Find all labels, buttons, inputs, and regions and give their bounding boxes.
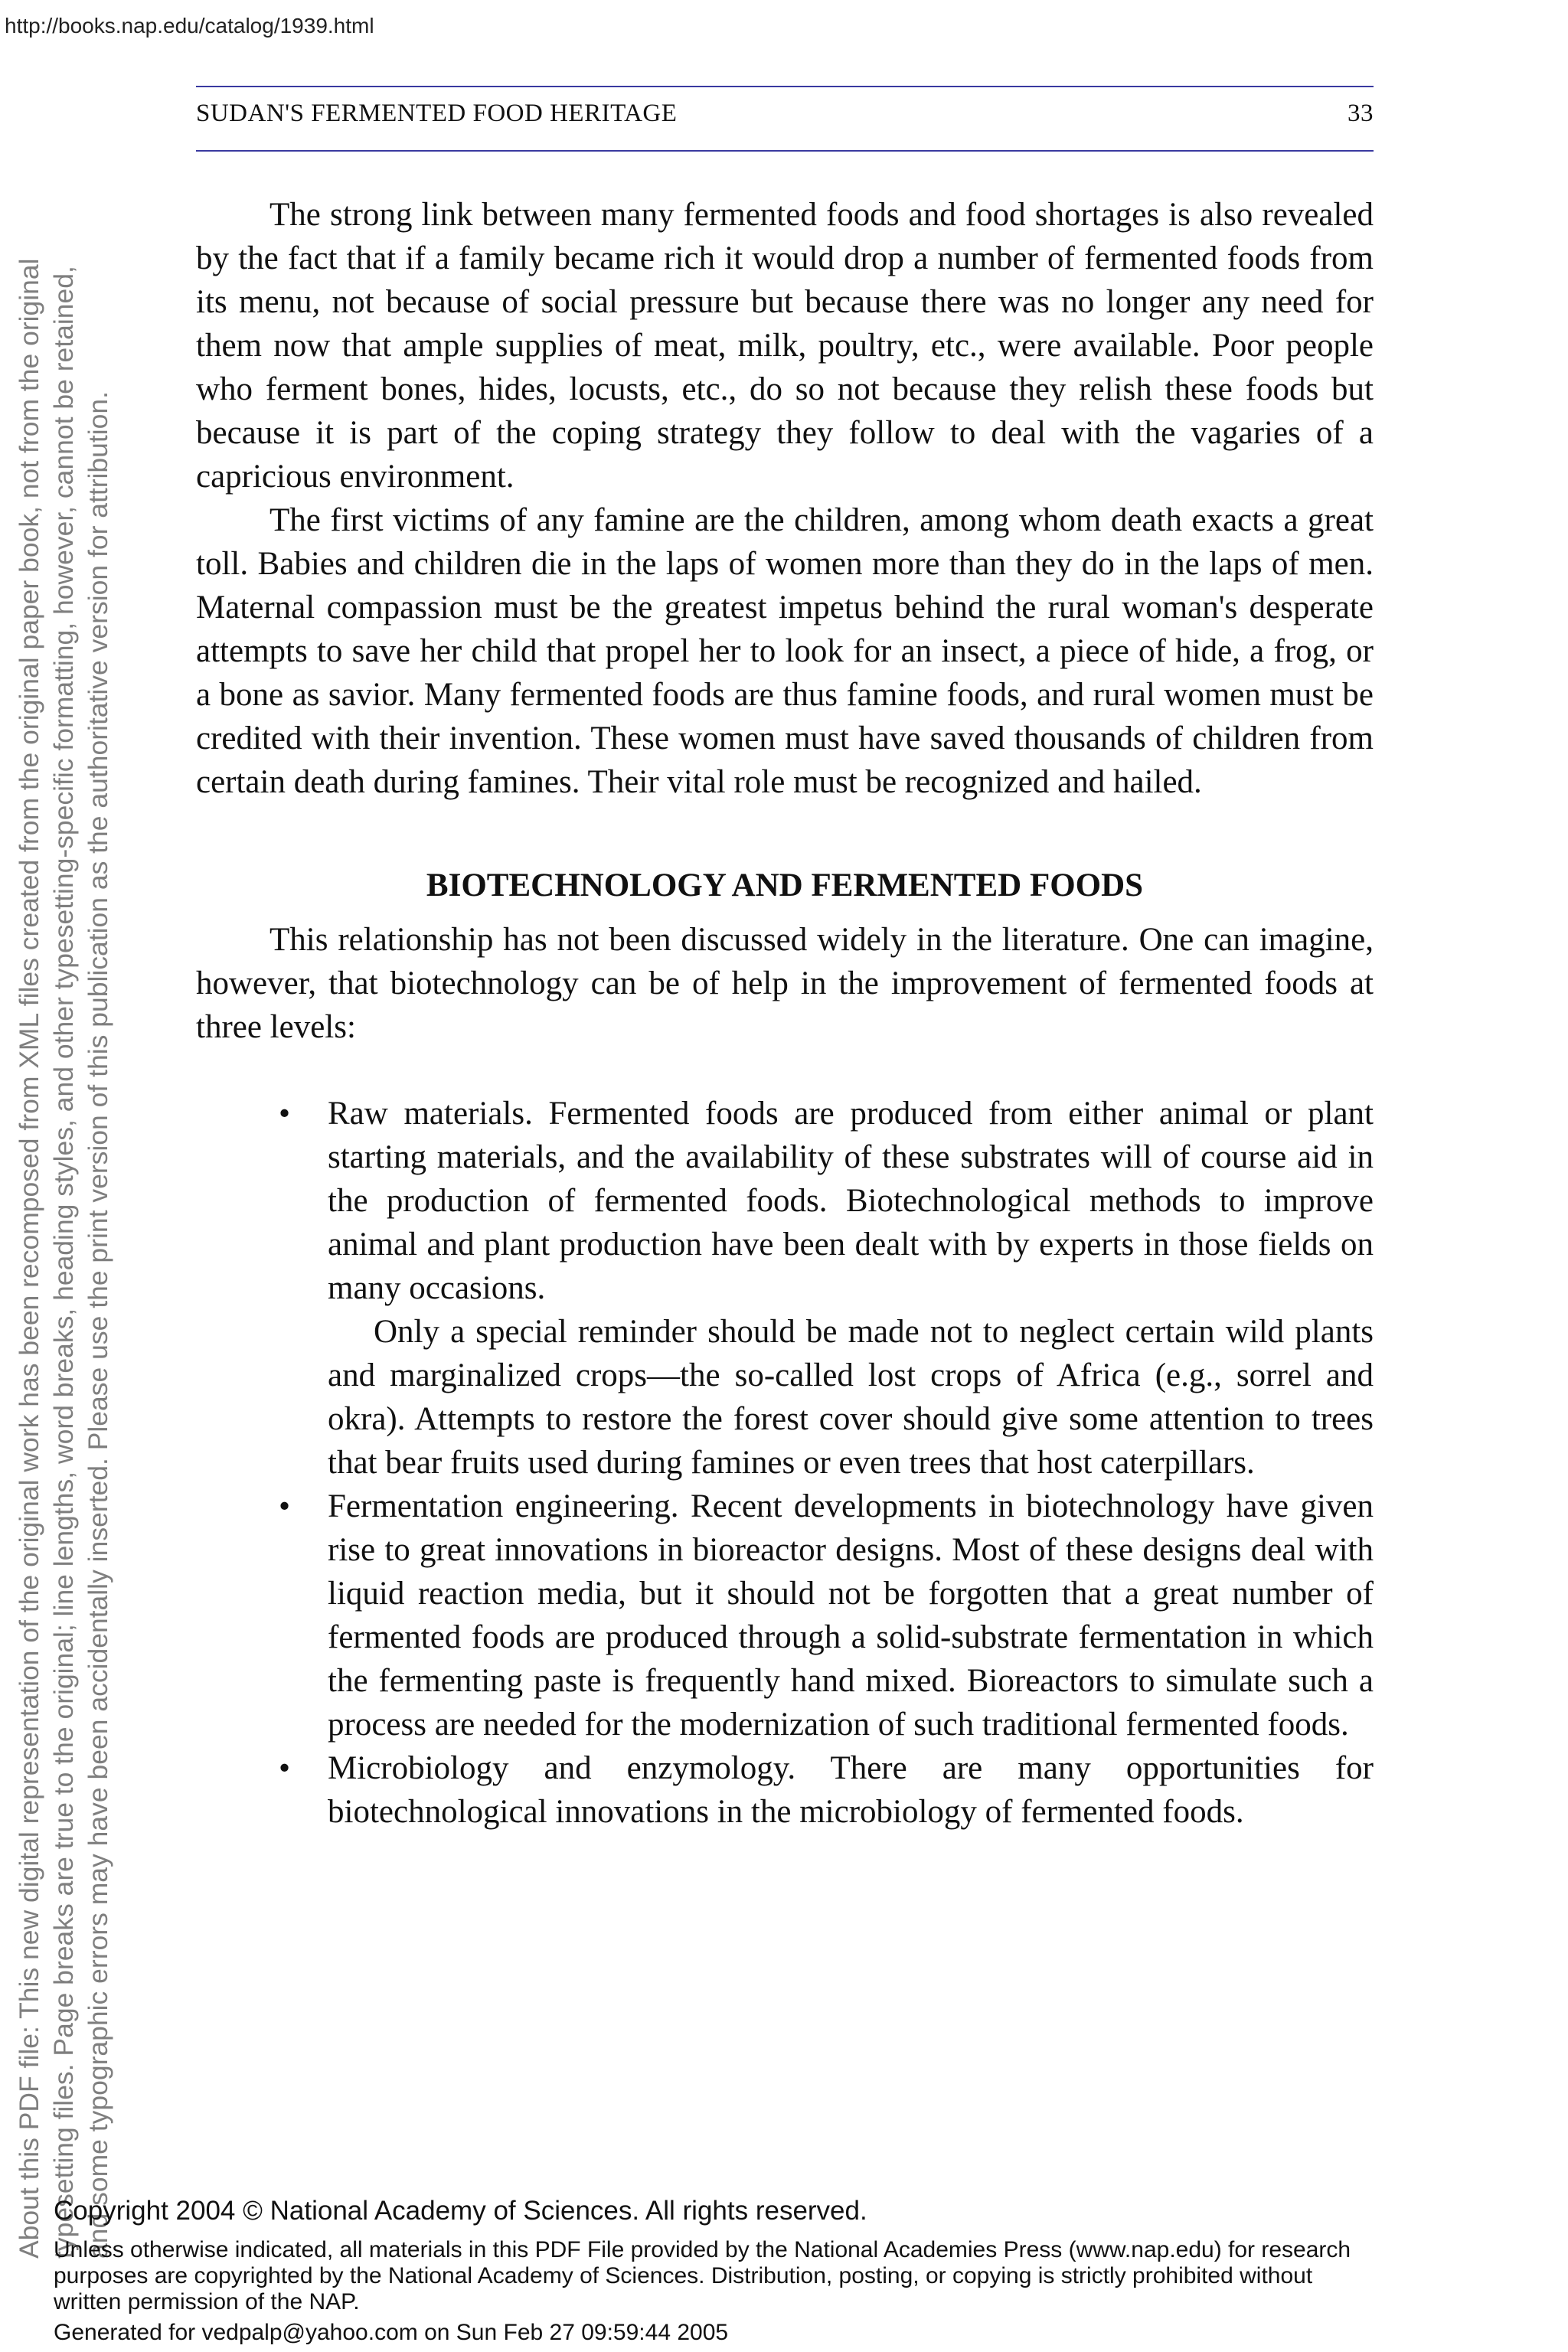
page-number: 33 xyxy=(1348,100,1374,127)
copyright-line: Copyright 2004 © National Academy of Sciences. All rights reserved. xyxy=(54,2196,867,2226)
bullet-list xyxy=(196,1092,1374,1834)
bullet-icon: • xyxy=(279,1096,291,1132)
bullet-item-microbiology xyxy=(196,1746,1374,1834)
bullet-icon: • xyxy=(279,1750,291,1786)
sidebar-notice-line: About this PDF file: This new digital representation of the original work has been recomposed from XML files created from the original paper book, not from the original xyxy=(14,258,44,2259)
bullet-text: Microbiology and enzymology. There are many opportunities for biotechnological innovations in the microbiology of fermented foods. xyxy=(328,1750,1374,1830)
bullet-item-fermentation-engineering xyxy=(196,1485,1374,1746)
usage-notice-line: Unless otherwise indicated, all materials in this PDF File provided by the National Academies Press (www.nap.edu) for research xyxy=(54,2237,1351,2262)
body-paragraph: The strong link between many fermented foods and food shortages is also revealed by the fact that if a family became rich it would drop a number of fermented foods from its menu, not because of social pressure but because there was no longer any need for them now that ample supplies of meat, milk, poultry, etc., were available. Poor people who ferment bones, hides, locusts, etc., do so not because they relish these foods but because it is part of the coping strategy they follow to deal with the vagaries of a capricious environment. xyxy=(196,197,1374,495)
page-body xyxy=(196,193,1374,1834)
source-url[interactable]: http://books.nap.edu/catalog/1939.html xyxy=(5,14,374,38)
bullet-text: Raw materials. Fermented foods are produced from either animal or plant starting materials, and the availability of these substrates will of course aid in the production of fermented foods. Biotechnological methods to improve animal and plant production have been dealt with by experts in those fields on many occasions. xyxy=(328,1096,1374,1306)
bullet-subparagraph: Only a special reminder should be made not to neglect certain wild plants and marginalized crops—the so-called lost crops of Africa (e.g., sorrel and okra). Attempts to restore the forest cover should give some attention to trees that bear fruits used during famines or even trees that host caterpillars. xyxy=(328,1314,1374,1481)
sidebar-notice-line: and some typographic errors may have been accidentally inserted. Please use the print version of this publication as the authoritative version for attribution. xyxy=(83,390,113,2259)
running-header-title: SUDAN'S FERMENTED FOOD HERITAGE xyxy=(196,100,678,127)
running-header xyxy=(196,100,1374,128)
sidebar-notice-line: typesetting files. Page breaks are true to the original; line lengths, word breaks, heading styles, and other typesetting-specific formatting, however, cannot be retained, xyxy=(48,266,79,2259)
generated-for-line: Generated for vedpalp@yahoo.com on Sun Feb 27 09:59:44 2005 xyxy=(54,2320,729,2345)
header-bottom-rule xyxy=(196,150,1374,152)
usage-notice xyxy=(54,2237,1531,2315)
bullet-icon: • xyxy=(279,1488,291,1524)
header-top-rule xyxy=(196,86,1374,87)
pdf-notice-sidebar xyxy=(12,130,150,2259)
section-heading: BIOTECHNOLOGY AND FERMENTED FOODS xyxy=(426,867,1144,903)
section-intro-paragraph: This relationship has not been discussed widely in the literature. One can imagine, however, that biotechnology can be of help in the improvement of fermented foods at three levels: xyxy=(196,922,1374,1045)
usage-notice-line: written permission of the NAP. xyxy=(54,2289,360,2314)
bullet-text: Fermentation engineering. Recent developments in biotechnology have given rise to great innovations in bioreactor designs. Most of these designs deal with liquid reaction media, but it should not be forgotten that a great number of fermented foods are produced through a solid-substrate fermentation in which the fermenting paste is frequently hand mixed. Bioreactors to simulate such a process are needed for the modernization of such traditional fermented foods. xyxy=(328,1488,1374,1743)
bullet-item-raw-materials xyxy=(196,1092,1374,1485)
usage-notice-line: purposes are copyrighted by the National Academy of Sciences. Distribution, posting, or copying is strictly prohibited without xyxy=(54,2263,1313,2288)
body-paragraph: The first victims of any famine are the children, among whom death exacts a great toll. Babies and children die in the laps of women more than they do in the laps of men. Maternal compassion must be the greatest impetus behind the rural woman's desperate attempts to save her child that propel her to look for an insect, a piece of hide, a frog, or a bone as savior. Many fermented foods are thus famine foods, and rural women must be credited with their invention. These women must have saved thousands of children from certain death during famines. Their vital role must be recognized and hailed. xyxy=(196,502,1374,800)
